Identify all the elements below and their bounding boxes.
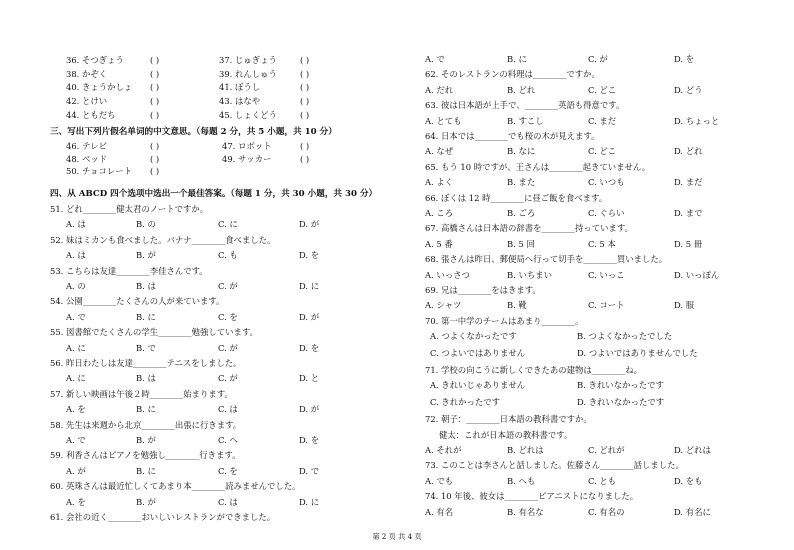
answer-option: A. で <box>66 435 86 445</box>
question-text: 61. 会社の近く________おいしいレストランができました。 <box>50 512 276 522</box>
question-text: 73. このことは李さんと話しました。佐藤さん________話しました。 <box>425 460 684 471</box>
question-text: 68. 張さんは昨日、郵便局へ行って切手を________買いました。 <box>425 254 668 265</box>
answer-option: C. どれが <box>588 445 625 455</box>
vocab-item: 38. かぞく <box>66 68 108 79</box>
answer-option: A. が <box>66 465 86 476</box>
answer-option: A. よく <box>425 177 454 188</box>
answer-option: D. 5 冊 <box>674 238 703 249</box>
vocab-item: 46. テレビ <box>66 141 107 151</box>
answer-paren: ( ) <box>150 68 160 79</box>
question-text: 72. 朝子：________日本語の教科書ですか。 <box>425 414 592 425</box>
question-text: 70. 第一中学のチームはあまり________。 <box>425 315 584 326</box>
answer-option: A. の <box>66 281 86 291</box>
answer-option: C. を <box>218 465 238 476</box>
vocab-item: 40. きょうかしょ <box>66 82 133 93</box>
vocab-item: 43. はなや <box>219 96 261 107</box>
answer-option: A. つよくなかったです <box>430 331 517 342</box>
answer-option: D. に <box>299 281 320 291</box>
answer-option: B. が <box>136 250 156 261</box>
vocab-item: 50. チョコレート <box>66 166 132 177</box>
answer-option: A. それが <box>425 445 462 455</box>
answer-option: C. つよいではありません <box>430 348 526 359</box>
answer-option: A. に <box>66 373 86 384</box>
answer-option: C. とも <box>588 475 617 486</box>
answer-option: B. どれは <box>507 445 544 455</box>
answer-option: B. に <box>136 311 156 322</box>
answer-option: C. が <box>218 342 238 353</box>
answer-option: C. が <box>218 373 238 384</box>
answer-option: A. に <box>66 342 86 353</box>
answer-paren: ( ) <box>300 82 310 93</box>
answer-option: D. で <box>299 465 320 476</box>
answer-option: B. 5 回 <box>507 238 535 249</box>
answer-option: B. が <box>136 435 156 445</box>
answer-option: C. が <box>588 54 608 64</box>
answer-option: D. と <box>299 373 320 384</box>
answer-option: D. が <box>299 311 320 322</box>
answer-option: B. の <box>136 219 156 230</box>
answer-option: D. どれは <box>674 445 711 455</box>
answer-option: A. で <box>66 311 86 322</box>
question-text: 60. 英珠さんは最近忙しくてあまり本________読みませんでした。 <box>50 481 301 492</box>
question-text: 63. 彼は日本語が上手で、________英語も得意です。 <box>425 100 625 111</box>
answer-paren: ( ) <box>300 96 310 107</box>
answer-option: C. ぐらい <box>588 208 625 218</box>
answer-option: B. なに <box>507 146 536 157</box>
section-heading: 三、写出下列片假名单词的中文意思。（每题 2 分，共 5 小题，共 10 分） <box>50 127 337 137</box>
answer-paren: ( ) <box>300 68 310 79</box>
answer-option: D. いっぽん <box>674 269 720 280</box>
question-text: 62. そのレストランの料理は________ですか。 <box>425 69 600 80</box>
answer-option: A. きれいじゃありません <box>430 380 526 391</box>
answer-option: D. どれ <box>674 146 703 157</box>
answer-option: C. に <box>218 219 238 230</box>
answer-option: A. で <box>425 54 445 64</box>
answer-option: A. シャツ <box>425 300 462 311</box>
answer-option: A. を <box>66 496 86 507</box>
answer-option: C. を <box>218 311 238 322</box>
answer-option: B. いちまい <box>507 269 552 280</box>
answer-option: C. まだ <box>588 115 617 126</box>
answer-option: C. いつも <box>588 177 625 188</box>
answer-option: C. が <box>218 281 238 291</box>
answer-paren: ( ) <box>150 55 160 65</box>
vocab-item: 42. とけい <box>66 96 108 107</box>
vocab-item: 45. しょくどう <box>219 109 277 120</box>
answer-option: A. を <box>66 404 86 415</box>
section-heading: 四、从 ABCD 四个选项中选出一个最佳答案。（每题 1 分，共 30 小题，共 30 分） <box>50 189 378 199</box>
question-text: 65. もう 10 時ですが、王さんは________起きていません。 <box>425 161 651 172</box>
question-text: 57. 新しい映画は午後２時________始まります。 <box>50 388 233 399</box>
answer-option: C. も <box>218 250 238 261</box>
vocab-item: 36. そつぎょう <box>66 55 124 65</box>
answer-option: A. なぜ <box>425 146 454 157</box>
answer-option: C. 5 本 <box>588 238 616 249</box>
answer-option: D. まだ <box>674 177 703 188</box>
vocab-item: 49. サッカー <box>222 153 272 164</box>
answer-option: B. に <box>507 54 527 64</box>
answer-paren: ( ) <box>150 109 160 120</box>
vocab-item: 41. ぼうし <box>219 82 261 93</box>
answer-option: C. いっこ <box>588 269 625 280</box>
answer-option: B. 有名な <box>507 506 544 517</box>
answer-option: D. つよいではありませんでした <box>577 348 698 359</box>
vocab-item: 39. れんしゅう <box>219 68 277 79</box>
answer-option: C. 有名の <box>588 506 625 517</box>
question-text: 71. 学校の向こうに新しくできたあの建物は________ね。 <box>425 365 642 375</box>
vocab-item: 44. ともだち <box>66 109 116 120</box>
question-text: 69. 兄は________をはきます。 <box>425 285 541 295</box>
question-text: 58. 先生は来週から北京________出張に行きます。 <box>50 419 242 430</box>
answer-option: B. が <box>136 496 156 507</box>
answer-option: A. は <box>66 250 86 261</box>
vocab-item: 47. ロボット <box>222 141 272 151</box>
answer-option: C. どこ <box>588 146 617 157</box>
answer-option: A. でも <box>425 475 454 486</box>
answer-option: B. すこし <box>507 115 544 126</box>
question-text: 51. どれ________健太君のノートですか。 <box>50 204 209 214</box>
answer-option: A. ころ <box>425 208 454 218</box>
answer-option: A. は <box>66 219 86 230</box>
question-text: 59. 利香さんはピアノを勉強し________行きます。 <box>50 450 241 461</box>
question-text: 67. 高橋さんは日本語の辞書を________持っています。 <box>425 223 633 234</box>
answer-option: D. 有名に <box>674 506 711 517</box>
answer-option: D. に <box>299 496 320 507</box>
question-text: 64. 日本では________でも桜の木が見えます。 <box>425 131 600 141</box>
question-text: 健太：これが日本語の教科書です。 <box>439 429 573 440</box>
answer-option: D. を <box>299 342 320 353</box>
answer-option: A. いっさつ <box>425 269 470 280</box>
answer-option: D. 服 <box>674 300 695 311</box>
answer-option: A. 有名 <box>425 506 454 517</box>
answer-option: B. へも <box>507 475 536 486</box>
answer-paren: ( ) <box>150 96 160 107</box>
answer-paren: ( ) <box>150 166 160 177</box>
answer-option: B. に <box>136 465 156 476</box>
answer-option: C. へ <box>218 435 238 445</box>
answer-paren: ( ) <box>150 141 160 151</box>
question-text: 52. 妹はミカンも食べました。バナナ________食べました。 <box>50 234 276 245</box>
answer-paren: ( ) <box>300 55 310 65</box>
question-text: 55. 図書館でたくさんの学生________勉強しています。 <box>50 327 258 338</box>
vocab-item: 37. じゅぎょう <box>219 55 277 65</box>
answer-option: B. は <box>136 281 156 291</box>
answer-option: A. 5 番 <box>425 238 453 249</box>
answer-paren: ( ) <box>300 153 310 164</box>
answer-option: A. とても <box>425 115 462 126</box>
answer-option: D. を <box>299 435 320 445</box>
answer-option: C. どこ <box>588 84 617 95</box>
answer-option: B. は <box>136 373 156 384</box>
answer-option: B. きれいなかったです <box>577 380 664 391</box>
answer-option: D. を <box>299 250 320 261</box>
question-text: 66. ぼくは 12 時________に昼ご飯を食べます。 <box>425 192 608 203</box>
question-text: 56. 昨日わたしは友達________テニスをしました。 <box>50 358 242 368</box>
answer-option: C. は <box>218 404 238 415</box>
answer-option: D. を <box>674 54 695 64</box>
answer-paren: ( ) <box>150 82 160 93</box>
answer-option: C. は <box>218 496 238 507</box>
answer-option: D. どう <box>674 84 703 95</box>
question-text: 53. こちらは友達________李佳さんです。 <box>50 265 208 276</box>
answer-option: D. が <box>299 219 320 230</box>
answer-option: B. つよくなかったでした <box>577 331 673 342</box>
answer-option: D. まで <box>674 208 703 218</box>
answer-paren: ( ) <box>300 109 310 120</box>
answer-option: B. で <box>136 342 156 353</box>
answer-option: B. 靴 <box>507 300 527 311</box>
answer-option: B. また <box>507 177 536 188</box>
answer-option: D. ちょっと <box>674 115 720 126</box>
answer-option: D. が <box>299 404 320 415</box>
answer-option: C. コート <box>588 300 625 311</box>
page-footer: 第 2 页 共 4 页 <box>372 532 422 541</box>
answer-option: B. に <box>136 404 156 415</box>
answer-paren: ( ) <box>300 141 310 151</box>
answer-option: D. をも <box>674 475 703 486</box>
answer-option: B. どれ <box>507 84 536 95</box>
vocab-item: 48. ベッド <box>66 153 108 164</box>
question-text: 74. 10 年後、彼女は________ピアニストになりました。 <box>425 491 639 502</box>
answer-paren: ( ) <box>150 153 160 164</box>
answer-option: C. きれかったです <box>430 397 501 408</box>
answer-option: D. きれいなかったです <box>577 397 665 408</box>
answer-option: B. ごろ <box>507 208 536 218</box>
answer-option: A. だれ <box>425 84 454 95</box>
question-text: 54. 公園________たくさんの人が来ています。 <box>50 296 225 307</box>
